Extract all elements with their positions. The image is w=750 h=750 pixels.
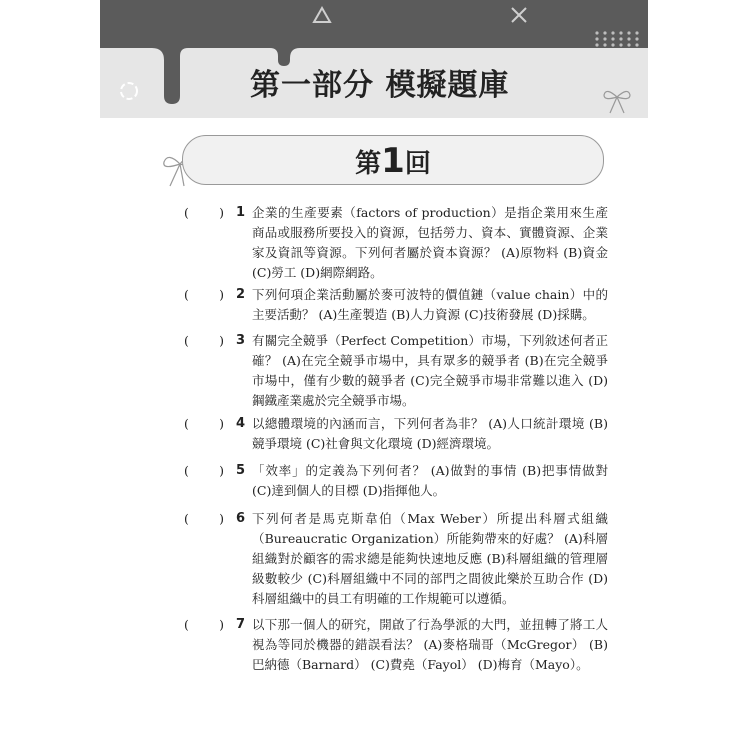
question-text: 「效率」的定義為下列何者？ (A)做對的事情 (B)把事情做對 (C)達到個人的目標 (D)指揮他人。 bbox=[252, 463, 608, 498]
answer-blank[interactable]: ( ) bbox=[184, 205, 224, 220]
question-text: 企業的生產要素（factors of production）是指企業用來生產商品或服務所要投入的資源，包括勞力、資本、實體資源、企業家及資訊等資源。下列何者屬於資本資源？ (A)原物料 (B)資金 (C)勞工 (D)網際網路。 bbox=[252, 205, 608, 280]
question-text: 有關完全競爭（Perfect Competition）市場，下列敘述何者正確？ (A)在完全競爭市場中，具有眾多的競爭者 (B)在完全競爭市場中，僅有少數的競爭者 (C)完全競爭市場非常難以進入 (D)鋼鐵產業處於完全競爭市場。 bbox=[252, 333, 608, 408]
question-text: 以下那一個人的研究，開啟了行為學派的大門，並扭轉了將工人視為等同於機器的錯誤看法？ (A)麥格瑞哥（McGregor） (B)巴納德（Barnard） (C)費堯（Fayol） (D)梅育（Mayo）。 bbox=[252, 617, 608, 672]
answer-blank[interactable]: ( ) bbox=[184, 416, 224, 431]
question-number: 2 bbox=[236, 287, 246, 302]
answer-blank[interactable]: ( ) bbox=[184, 287, 224, 302]
answer-blank[interactable]: ( ) bbox=[184, 333, 224, 348]
bow-icon bbox=[600, 85, 634, 115]
round-title: 第1回 bbox=[355, 141, 431, 181]
ring-icon bbox=[118, 80, 140, 102]
question-number: 5 bbox=[236, 463, 246, 478]
round-banner bbox=[182, 135, 604, 185]
question-text: 下列何者是馬克斯韋伯（Max Weber）所提出科層式組織（Bureaucratic Organization）所能夠帶來的好處？ (A)科層組織對於顧客的需求總是能夠快速地反應 (B)科層組織的管理層級數較少 (C)科層組織中不同的部門之間彼此樂於互助合作 (D)科層組織中的員工有明確的工作規範可以遵循。 bbox=[252, 511, 608, 606]
page-header bbox=[100, 0, 648, 118]
question-number: 4 bbox=[236, 416, 246, 431]
question-text: 以總體環境的內涵而言，下列何者為非？ (A)人口統計環境 (B)競爭環境 (C)社會與文化環境 (D)經濟環境。 bbox=[252, 416, 608, 451]
book-page bbox=[100, 0, 648, 750]
cross-icon bbox=[510, 6, 528, 24]
answer-blank[interactable]: ( ) bbox=[184, 617, 224, 632]
question-text: 下列何項企業活動屬於麥可波特的價值鏈（value chain）中的主要活動？ (A)生產製造 (B)人力資源 (C)技術發展 (D)採購。 bbox=[252, 287, 608, 322]
part-title: 第一部分 模擬題庫 bbox=[250, 68, 510, 103]
answer-blank[interactable]: ( ) bbox=[184, 463, 224, 478]
question-number: 1 bbox=[236, 205, 246, 220]
answer-blank[interactable]: ( ) bbox=[184, 511, 224, 526]
triangle-icon bbox=[312, 6, 332, 24]
dot-grid-decoration bbox=[594, 30, 642, 48]
question-number: 3 bbox=[236, 333, 246, 348]
question-number: 6 bbox=[236, 511, 246, 526]
question-number: 7 bbox=[236, 617, 246, 632]
